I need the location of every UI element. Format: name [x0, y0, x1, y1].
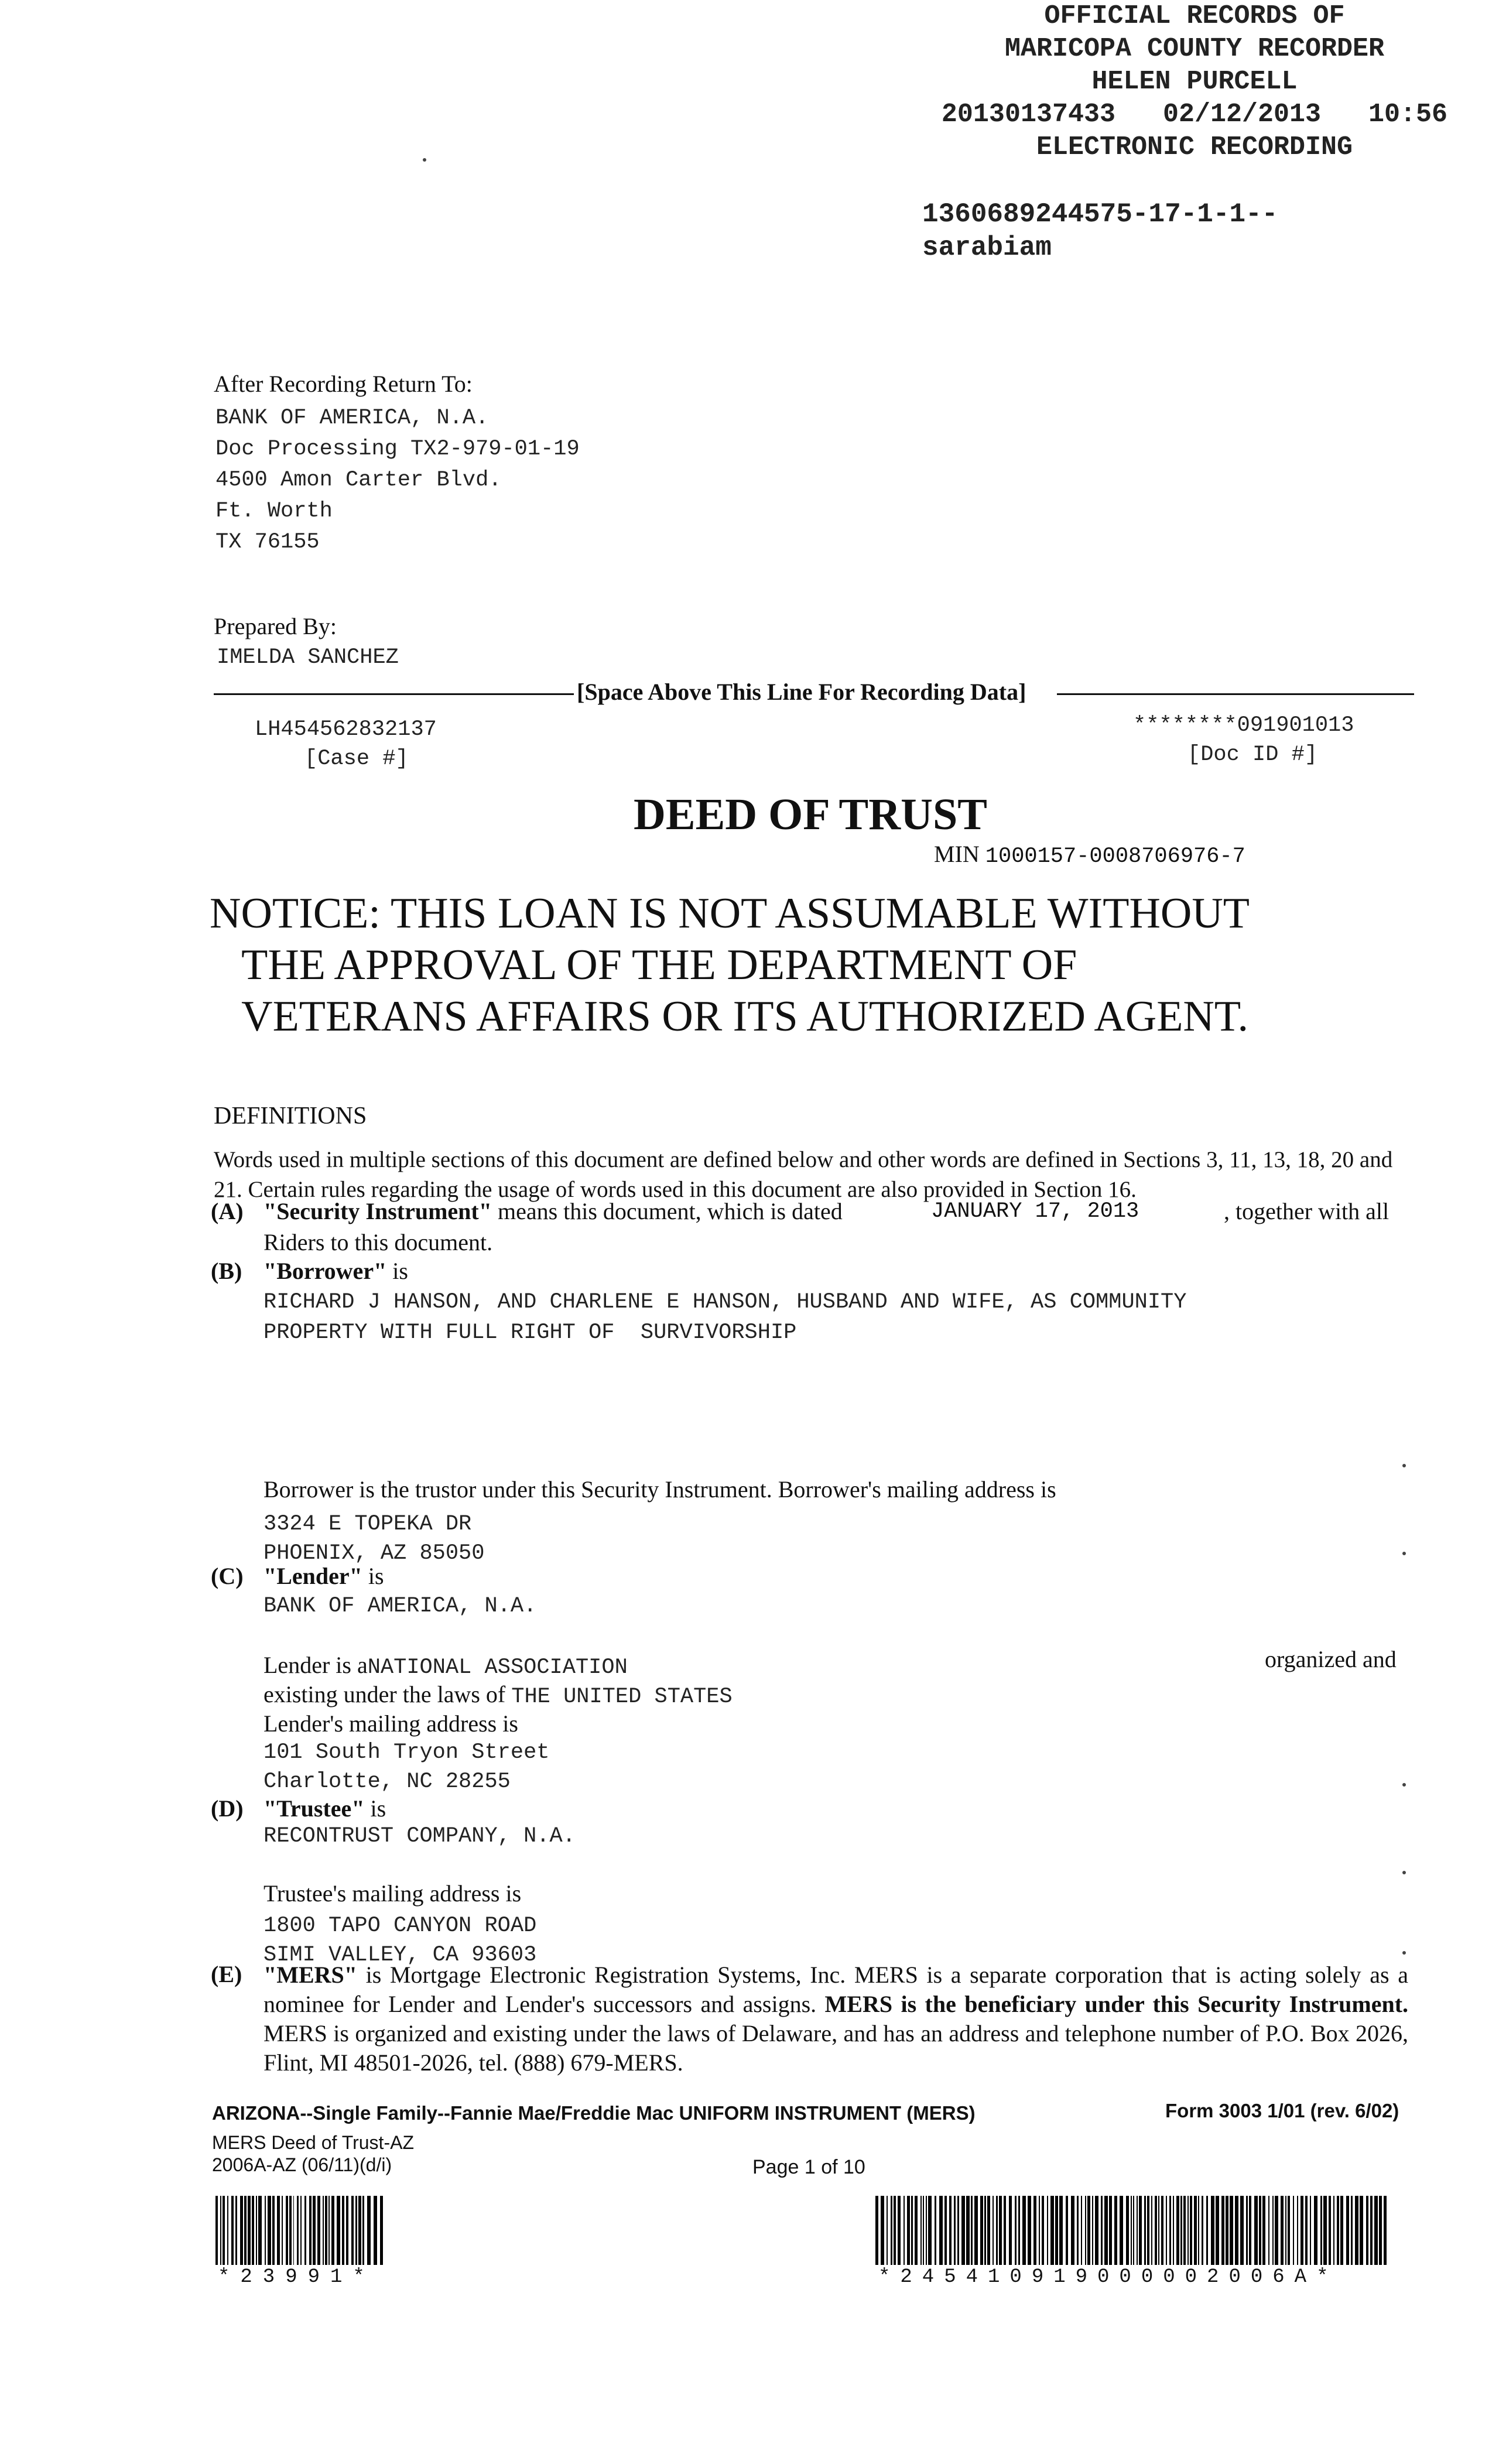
return-line: BANK OF AMERICA, N.A. — [215, 406, 489, 430]
barcode-bar — [256, 2196, 257, 2265]
section-e-part1: is Mortgage Electronic Registration Systems, Inc. MERS is a separate corporation that is acting solely as a nominee for Lender and Lender's successors and assigns. — [263, 1962, 1408, 2017]
barcode-bar — [1272, 2196, 1274, 2265]
barcode-bar — [1077, 2196, 1079, 2265]
barcode-bar — [1262, 2196, 1265, 2265]
barcode-bar — [1180, 2196, 1182, 2265]
barcode-bar — [227, 2196, 228, 2265]
barcode-bar — [1055, 2196, 1058, 2265]
borrower-address-line: PHOENIX, AZ 85050 — [263, 1541, 485, 1566]
barcode-bar — [891, 2196, 892, 2265]
scan-speck — [423, 158, 426, 162]
return-line: 4500 Amon Carter Blvd. — [215, 468, 502, 492]
trustee-name: RECONTRUST COMPANY, N.A. — [263, 1824, 576, 1849]
barcode-bar — [887, 2196, 888, 2265]
barcode-bar — [1275, 2196, 1278, 2265]
barcode-bar — [1235, 2196, 1238, 2265]
trustee-address-line: SIMI VALLEY, CA 93603 — [263, 1943, 537, 1967]
section-d-term: "Trustee" — [263, 1795, 365, 1822]
barcode-bar — [1092, 2196, 1093, 2265]
barcode-bar — [362, 2196, 364, 2265]
barcode-bar — [1221, 2196, 1224, 2265]
barcode-bar — [1337, 2196, 1339, 2265]
barcode-bar — [1147, 2196, 1149, 2265]
barcode-bar — [928, 2196, 932, 2265]
section-a-text — [263, 1197, 843, 1225]
barcode-bar — [920, 2196, 922, 2265]
security-instrument-date: JANUARY 17, 2013 — [931, 1199, 1139, 1224]
barcode-bar — [358, 2196, 361, 2265]
barcode-bar — [1120, 2196, 1123, 2265]
va-notice — [210, 888, 1250, 1042]
barcode-bar — [1151, 2196, 1152, 2265]
barcode-bar — [331, 2196, 334, 2265]
barcode-bar — [1211, 2196, 1214, 2265]
doc-id-number: ********091901013 — [1133, 713, 1354, 738]
barcode-bar — [1028, 2196, 1031, 2265]
section-c-term: "Lender" — [263, 1563, 362, 1589]
barcode-bar — [971, 2196, 973, 2265]
barcode-bar — [1374, 2196, 1378, 2265]
barcode-bar — [1246, 2196, 1248, 2265]
section-d-is: is — [364, 1795, 386, 1822]
barcode-left-text: *23991* — [218, 2266, 375, 2288]
section-c-letter: (C) — [211, 1563, 244, 1589]
barcode-bar — [1047, 2196, 1048, 2265]
barcode-bar — [300, 2196, 302, 2265]
case-label: [Case #] — [304, 747, 409, 771]
barcode-bar — [258, 2196, 262, 2265]
barcode-bar — [1281, 2196, 1284, 2265]
barcode-bar — [1190, 2196, 1192, 2265]
return-line: Doc Processing TX2-979-01-19 — [215, 437, 580, 461]
footer-form-number: Form 3003 1/01 (rev. 6/02) — [1165, 2100, 1399, 2121]
footer-mers-line: MERS Deed of Trust-AZ — [212, 2132, 414, 2153]
footer-mers — [212, 2131, 414, 2176]
barcode-bar — [1101, 2196, 1103, 2265]
section-e-letter: (E) — [211, 1961, 242, 1987]
barcode-bar — [1161, 2196, 1163, 2265]
barcode-bar — [1166, 2196, 1167, 2265]
section-c-heading — [263, 1562, 384, 1590]
section-e-part2: MERS is organized and existing under the laws of Delaware, and has an address and telephone number of P.O. Box 2026, Flint, MI 48501-2026, tel. (888) 679-MERS. — [263, 2020, 1408, 2076]
barcode-bar — [1379, 2196, 1382, 2265]
barcode-bar — [1268, 2196, 1269, 2265]
case-number: LH454562832137 — [255, 717, 437, 742]
barcode-bar — [1095, 2196, 1098, 2265]
prepared-by-name: IMELDA SANCHEZ — [217, 645, 399, 670]
barcode-bar — [223, 2196, 225, 2265]
barcode-bar — [881, 2196, 884, 2265]
barcode-bar — [915, 2196, 918, 2265]
barcode-bar — [231, 2196, 234, 2265]
barcode-bar — [286, 2196, 288, 2265]
barcode-left — [215, 2196, 385, 2265]
trustee-mailing-label: Trustee's mailing address is — [263, 1880, 522, 1907]
barcode-bar — [1194, 2196, 1197, 2265]
lender-is-label: Lender is a — [263, 1652, 368, 1678]
stamp-id — [922, 198, 1278, 265]
stamp-line: MARICOPA COUNTY RECORDER — [1004, 34, 1385, 64]
barcode-bar — [966, 2196, 970, 2265]
barcode-bar — [351, 2196, 354, 2265]
barcode-bar — [1300, 2196, 1303, 2265]
barcode-bar — [282, 2196, 283, 2265]
barcode-bar — [1351, 2196, 1353, 2265]
barcode-bar — [265, 2196, 266, 2265]
barcode-bar — [1059, 2196, 1063, 2265]
barcode-bar — [996, 2196, 998, 2265]
barcode-bar — [907, 2196, 910, 2265]
page-number: Page 1 of 10 — [752, 2156, 865, 2178]
barcode-bar — [1137, 2196, 1138, 2265]
barcode-bar — [1333, 2196, 1334, 2265]
divider-line-right — [1057, 693, 1414, 695]
barcode-bar — [935, 2196, 936, 2265]
return-line: Ft. Worth — [215, 499, 333, 523]
barcode-bar — [325, 2196, 327, 2265]
stamp-line: ELECTRONIC RECORDING — [1036, 132, 1353, 162]
return-to-label: After Recording Return To: — [214, 371, 473, 397]
barcode-bar — [1104, 2196, 1108, 2265]
barcode-right — [875, 2196, 1391, 2265]
stamp-id-line: 1360689244575-17-1-1-- — [922, 199, 1278, 230]
barcode-bar — [297, 2196, 299, 2265]
barcode-bar — [1033, 2196, 1036, 2265]
barcode-bar — [1293, 2196, 1294, 2265]
barcode-bar — [1087, 2196, 1090, 2265]
barcode-bar — [1187, 2196, 1189, 2265]
barcode-bar — [1249, 2196, 1251, 2265]
notice-line: NOTICE: THIS LOAN IS NOT ASSUMABLE WITHOUT — [210, 889, 1250, 937]
lender-name: BANK OF AMERICA, N.A. — [263, 1594, 537, 1618]
barcode-bar — [1173, 2196, 1174, 2265]
lender-entity: NATIONAL ASSOCIATION — [367, 1655, 628, 1680]
barcode-bar — [1370, 2196, 1373, 2265]
barcode-bar — [215, 2196, 218, 2265]
barcode-bar — [1297, 2196, 1298, 2265]
barcode-bar — [1384, 2196, 1387, 2265]
barcode-bar — [923, 2196, 924, 2265]
barcode-bar — [1155, 2196, 1157, 2265]
notice-line: THE APPROVAL OF THE DEPARTMENT OF — [210, 941, 1077, 989]
barcode-bar — [939, 2196, 943, 2265]
barcode-bar — [1259, 2196, 1261, 2265]
barcode-bar — [1114, 2196, 1117, 2265]
return-to-address — [215, 403, 580, 558]
footer-form-name: ARIZONA--Single Family--Fannie Mae/Freddie Mac UNIFORM INSTRUMENT (MERS) — [212, 2102, 976, 2124]
barcode-bar — [235, 2196, 237, 2265]
lender-existing-label: existing under the laws of — [263, 1681, 512, 1707]
barcode-bar — [980, 2196, 983, 2265]
barcode-bar — [1131, 2196, 1132, 2265]
divider-line-left — [214, 693, 574, 695]
barcode-bar — [903, 2196, 905, 2265]
barcode-bar — [328, 2196, 330, 2265]
barcode-bar — [974, 2196, 978, 2265]
stamp-line: OFFICIAL RECORDS OF — [1044, 1, 1345, 31]
stamp-recording-number: 20130137433 02/12/2013 10:56 — [941, 100, 1448, 129]
barcode-bar — [1323, 2196, 1327, 2265]
barcode-bar — [1169, 2196, 1171, 2265]
barcode-bar — [1288, 2196, 1290, 2265]
section-b-term: "Borrower" — [263, 1258, 387, 1284]
barcode-bar — [1022, 2196, 1026, 2265]
barcode-bar — [220, 2196, 221, 2265]
barcode-bar — [961, 2196, 965, 2265]
barcode-bar — [1360, 2196, 1363, 2265]
lender-mailing-label: Lender's mailing address is — [263, 1710, 518, 1737]
borrower-line: PROPERTY WITH FULL RIGHT OF SURVIVORSHIP — [263, 1320, 797, 1345]
barcode-bar — [346, 2196, 348, 2265]
definitions-heading: DEFINITIONS — [214, 1103, 367, 1130]
section-a-term: "Security Instrument" — [263, 1198, 492, 1224]
lender-jurisdiction: THE UNITED STATES — [511, 1685, 733, 1709]
borrower-address-line: 3324 E TOPEKA DR — [263, 1512, 472, 1536]
barcode-bar — [1183, 2196, 1186, 2265]
section-b-heading — [263, 1257, 408, 1285]
barcode-bar — [1240, 2196, 1244, 2265]
barcode-bar — [1071, 2196, 1074, 2265]
barcode-bar — [926, 2196, 927, 2265]
return-line: TX 76155 — [215, 530, 320, 555]
scan-speck — [1402, 1783, 1406, 1787]
barcode-bar — [342, 2196, 344, 2265]
barcode-bar — [1050, 2196, 1054, 2265]
barcode-bar — [1015, 2196, 1017, 2265]
borrower-names — [263, 1287, 1186, 1348]
barcode-bar — [240, 2196, 243, 2265]
barcode-bar — [1340, 2196, 1343, 2265]
lender-existing-line — [263, 1681, 733, 1709]
barcode-bar — [999, 2196, 1002, 2265]
barcode-bar — [268, 2196, 271, 2265]
barcode-bar — [1081, 2196, 1082, 2265]
barcode-bar — [987, 2196, 990, 2265]
barcode-bar — [1198, 2196, 1199, 2265]
barcode-bar — [248, 2196, 251, 2265]
barcode-bar — [1039, 2196, 1040, 2265]
barcode-bar — [944, 2196, 947, 2265]
section-d-letter: (D) — [211, 1795, 244, 1822]
section-a-tail: , together with all — [1224, 1198, 1390, 1224]
barcode-bar — [277, 2196, 280, 2265]
barcode-bar — [954, 2196, 956, 2265]
barcode-right-text: *245410919000002006A* — [878, 2266, 1339, 2288]
barcode-bar — [380, 2196, 383, 2265]
barcode-bar — [304, 2196, 306, 2265]
lender-entity-line — [263, 1651, 628, 1680]
space-above-label: [Space Above This Line For Recording Data] — [577, 679, 1026, 705]
section-e-text — [263, 1960, 1408, 2078]
section-c-is: is — [362, 1563, 384, 1589]
barcode-bar — [1285, 2196, 1286, 2265]
scan-speck — [1402, 1871, 1406, 1874]
barcode-bar — [898, 2196, 901, 2265]
borrower-trustor-text: Borrower is the trustor under this Security Instrument. Borrower's mailing address is — [263, 1476, 1056, 1503]
min-number: 1000157-0008706976-7 — [985, 844, 1245, 869]
notice-line: VETERANS AFFAIRS OR ITS AUTHORIZED AGENT. — [210, 993, 1249, 1041]
barcode-bar — [317, 2196, 320, 2265]
trustee-address-line: 1800 TAPO CANYON ROAD — [263, 1914, 537, 1938]
barcode-bar — [323, 2196, 324, 2265]
barcode-bar — [1320, 2196, 1322, 2265]
stamp-id-user: sarabiam — [922, 232, 1052, 263]
barcode-bar — [1066, 2196, 1068, 2265]
barcode-bar — [1366, 2196, 1368, 2265]
barcode-bar — [1042, 2196, 1044, 2265]
barcode-bar — [957, 2196, 959, 2265]
section-a-riders: Riders to this document. — [263, 1229, 493, 1255]
scan-speck — [1402, 1951, 1406, 1955]
barcode-bar — [1216, 2196, 1219, 2265]
barcode-bar — [875, 2196, 878, 2265]
barcode-bar — [1176, 2196, 1179, 2265]
prepared-by-label: Prepared By: — [214, 613, 337, 639]
barcode-bar — [1329, 2196, 1331, 2265]
stamp-line: HELEN PURCELL — [1091, 67, 1298, 97]
section-a-desc: means this document, which is dated — [491, 1198, 843, 1224]
barcode-bar — [337, 2196, 340, 2265]
lender-organized: organized and — [1265, 1646, 1397, 1672]
barcode-bar — [1018, 2196, 1020, 2265]
recorder-stamp — [919, 0, 1470, 164]
barcode-bar — [984, 2196, 986, 2265]
borrower-address — [263, 1510, 484, 1568]
barcode-bar — [1310, 2196, 1311, 2265]
barcode-bar — [1314, 2196, 1317, 2265]
barcode-bar — [1126, 2196, 1129, 2265]
section-a-letter: (A) — [211, 1198, 244, 1224]
barcode-bar — [309, 2196, 312, 2265]
document-title: DEED OF TRUST — [634, 790, 987, 839]
section-b-is: is — [386, 1258, 408, 1284]
barcode-bar — [1230, 2196, 1233, 2265]
section-d-heading — [263, 1795, 386, 1822]
barcode-bar — [1009, 2196, 1012, 2265]
barcode-bar — [374, 2196, 377, 2265]
section-b-letter: (B) — [211, 1258, 242, 1284]
barcode-bar — [1226, 2196, 1228, 2265]
barcode-bar — [313, 2196, 316, 2265]
barcode-bar — [911, 2196, 913, 2265]
barcode-bar — [1202, 2196, 1203, 2265]
barcode-bar — [1109, 2196, 1112, 2265]
borrower-line: RICHARD J HANSON, AND CHARLENE E HANSON, HUSBAND AND WIFE, AS COMMUNITY — [263, 1290, 1187, 1315]
barcode-bar — [894, 2196, 896, 2265]
barcode-bar — [1158, 2196, 1159, 2265]
scan-speck — [1402, 1552, 1406, 1555]
min-label: MIN — [934, 841, 980, 867]
barcode-bar — [1133, 2196, 1134, 2265]
barcode-bar — [367, 2196, 371, 2265]
section-e-bold: MERS is the beneficiary under this Security Instrument. — [824, 1991, 1409, 2017]
barcode-bar — [1206, 2196, 1208, 2265]
lender-address-line: Charlotte, NC 28255 — [263, 1770, 511, 1794]
lender-address — [263, 1738, 549, 1796]
barcode-bar — [1254, 2196, 1258, 2265]
section-e-term: "MERS" — [263, 1962, 357, 1988]
barcode-bar — [993, 2196, 994, 2265]
barcode-bar — [949, 2196, 952, 2265]
barcode-bar — [289, 2196, 292, 2265]
scan-speck — [1402, 1464, 1406, 1467]
footer-mers-line: 2006A-AZ (06/11)(d/i) — [212, 2154, 392, 2175]
min-line — [934, 840, 1245, 869]
barcode-bar — [1144, 2196, 1146, 2265]
barcode-bar — [252, 2196, 254, 2265]
barcode-bar — [272, 2196, 275, 2265]
barcode-bar — [244, 2196, 247, 2265]
definitions-intro: Words used in multiple sections of this document are defined below and other words are defined in Sections 3, 11, 13, 18, 20 and 21. Certain rules regarding the usage of words used in this document are also provided in Section 16. — [214, 1147, 1393, 1202]
barcode-bar — [1346, 2196, 1349, 2265]
barcode-bar — [1004, 2196, 1006, 2265]
doc-id-label: [Doc ID #] — [1187, 742, 1318, 767]
barcode-bar — [1139, 2196, 1142, 2265]
barcode-bar — [355, 2196, 357, 2265]
barcode-bar — [1085, 2196, 1086, 2265]
barcode-bar — [1305, 2196, 1308, 2265]
barcode-bar — [293, 2196, 295, 2265]
barcode-bar — [1355, 2196, 1358, 2265]
lender-address-line: 101 South Tryon Street — [263, 1740, 550, 1765]
